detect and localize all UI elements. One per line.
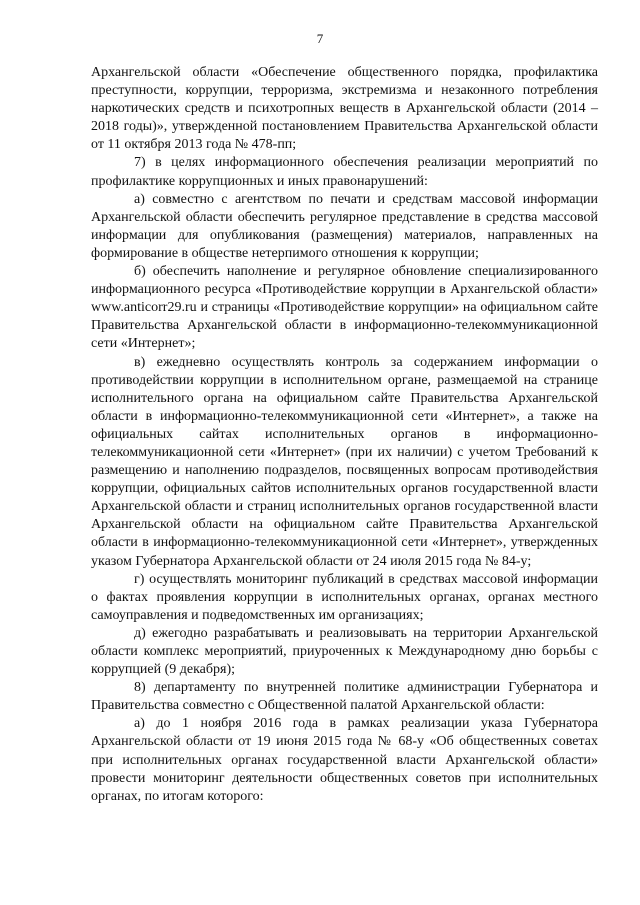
paragraph-item-7b: б) обеспечить наполнение и регулярное обновление специализированного информационного ресурса «Противодействие коррупции в Архангельской области» www.anticorr29.ru и страницы «Противодействие коррупции» на официальном сайте Правительства Архангельской области в информационно-телекоммуникационной сети «Интернет»; (91, 264, 598, 352)
paragraph-item-7: 7) в целях информационного обеспечения реализации мероприятий по профилактике коррупционных и иных правонарушений: (91, 155, 598, 189)
paragraph-item-7v: в) ежедневно осуществлять контроль за содержанием информации о противодействии коррупции в исполнительном органе, размещаемой на странице исполнительного органа на официальном сайте Правительства Архангельской области в информационно-телекоммуникационной сети «Интернет», а также на официальных сайтах исполнительных органов в информационно-телекоммуникационной сети «Интернет» (при их наличии) с учетом Требований к размещению и наполнению подразделов, посвященных вопросам противодействия коррупции, официальных сайтов исполнительных органов государственной власти Архангельской области и страниц исполнительных органов государственной власти Архангельской области на официальном сайте Правительства Архангельской области в информационно-телекоммуникационной сети «Интернет», утвержденных указом Губернатора Архангельской области от 24 июля 2015 года № 84-у; (91, 354, 598, 569)
paragraph-item-7a: а) совместно с агентством по печати и средствам массовой информации Архангельской области обеспечить регулярное представление в средства массовой информации для опубликования (размещения) материалов, направленных на формирование в обществе нетерпимого отношения к коррупции; (91, 191, 598, 261)
page-number: 7 (316, 31, 324, 46)
document-body (91, 64, 598, 806)
paragraph-item-8: 8) департаменту по внутренней политике администрации Губернатора и Правительства совместно с Общественной палатой Архангельской области: (91, 680, 598, 714)
paragraph-item-7d: д) ежегодно разрабатывать и реализовывать на территории Архангельской области комплекс мероприятий, приуроченных к Международному дню борьбы с коррупцией (9 декабря); (91, 625, 598, 678)
paragraph-item-8a: а) до 1 ноября 2016 года в рамках реализации указа Губернатора Архангельской области от 19 июня 2015 года № 68-у «Об общественных советах при исполнительных органах государственной власти Архангельской области» провести мониторинг деятельности общественных советов при исполнительных органах, по итогам которого: (91, 716, 598, 804)
paragraph-item-7g: г) осуществлять мониторинг публикаций в средствах массовой информации о фактах проявления коррупции в исполнительных органах, органах местного самоуправления и подведомственных им организациях; (91, 571, 598, 623)
paragraph-continuation: Архангельской области «Обеспечение общественного порядка, профилактика преступности, коррупции, терроризма, экстремизма и незаконного потребления наркотических средств и психотропных веществ в Архангельской области (2014 – 2018 годы)», утвержденной постановлением Правительства Архангельской области от 11 октября 2013 года № 478-пп; (91, 65, 598, 153)
